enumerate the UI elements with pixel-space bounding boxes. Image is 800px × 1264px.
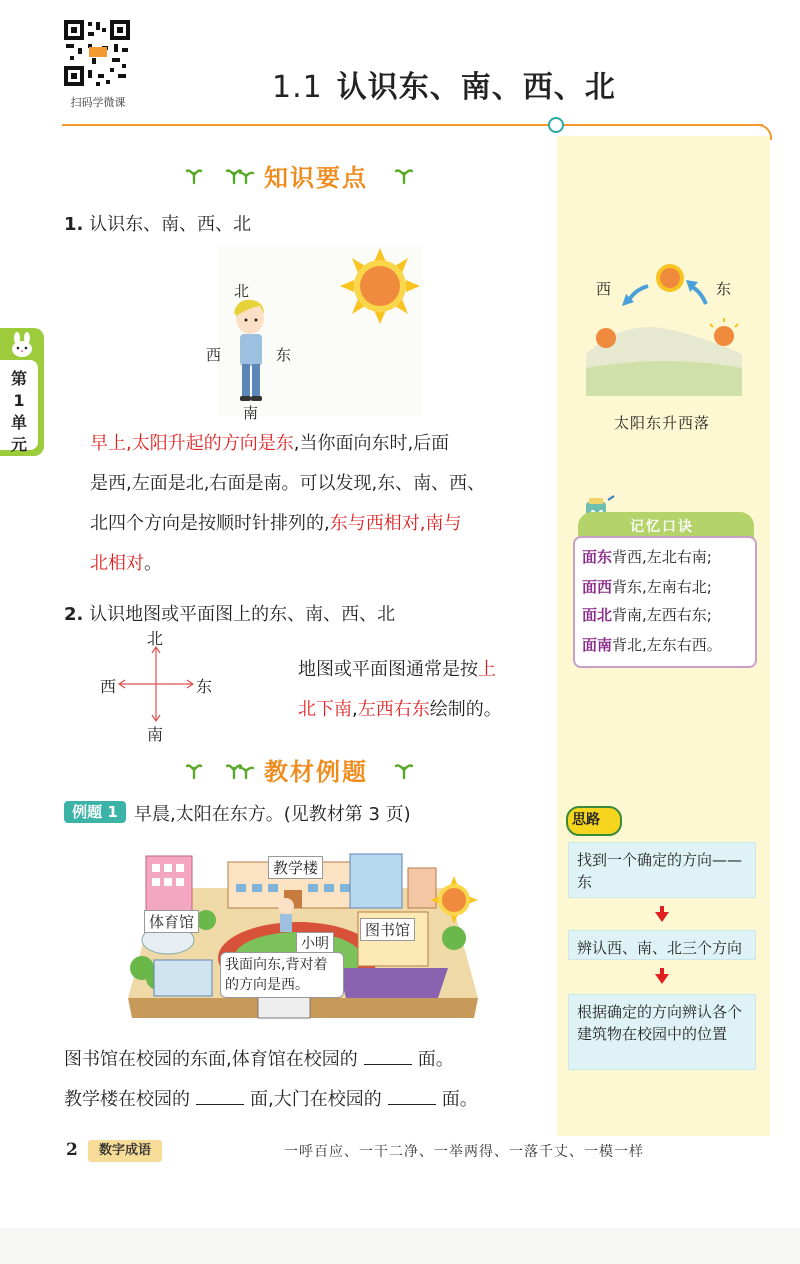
memory-line bbox=[582, 604, 712, 625]
memory-line bbox=[582, 546, 712, 567]
fig1-north: 北 bbox=[234, 282, 250, 300]
example-badge: 例题 1 bbox=[64, 801, 126, 823]
footer-idioms: 一呼百应、一干二净、一举两得、一落千丈、一模一样 bbox=[284, 1144, 644, 1160]
fig1-east: 东 bbox=[276, 346, 292, 364]
body-text: ,当你面向东时,后面 bbox=[293, 433, 450, 454]
answer-blank[interactable] bbox=[364, 1063, 412, 1065]
body-text: 。 bbox=[144, 553, 162, 574]
title-text: 认识东、南、西、北 bbox=[336, 70, 616, 105]
think-step: 找到一个确定的方向——东 bbox=[568, 842, 756, 898]
answer-blank[interactable] bbox=[388, 1103, 436, 1105]
think-step: 根据确定的方向辨认各个建筑物在校园中的位置 bbox=[568, 994, 756, 1070]
memory-line bbox=[582, 634, 722, 655]
memory-rest: 背北,左东右西。 bbox=[612, 636, 722, 654]
unit-tab-line: 1 bbox=[13, 391, 25, 410]
memory-key: 面东 bbox=[582, 548, 613, 566]
compass-north: 北 bbox=[147, 629, 164, 648]
item1-title: 认识东、南、西、北 bbox=[89, 214, 252, 235]
sprout-icon bbox=[186, 758, 256, 784]
down-arrow-icon bbox=[655, 912, 669, 922]
knowledge-paragraph-1 bbox=[90, 424, 550, 584]
answer-blank[interactable] bbox=[196, 1103, 244, 1105]
memory-rest: 背东,左南右北; bbox=[612, 578, 712, 596]
knowledge-paragraph-2 bbox=[298, 650, 548, 730]
label-gym: 体育馆 bbox=[144, 910, 199, 933]
memory-key: 面西 bbox=[582, 578, 613, 596]
highlight-text: 左西右东 bbox=[357, 699, 430, 720]
think-label: 思路 bbox=[572, 812, 600, 828]
body-text: 地图或平面图通常是按 bbox=[298, 659, 478, 680]
question-text: 图书馆在校园的东面,体育馆在校园的 bbox=[64, 1049, 358, 1070]
example-text: 早晨,太阳在东方。(见教材第 3 页) bbox=[134, 804, 411, 825]
question-text: 面。 bbox=[417, 1049, 454, 1070]
body-text: 绘制的。 bbox=[429, 699, 502, 720]
sprout-icon bbox=[394, 163, 414, 189]
highlight-text: 早上,太阳升起的方向是东 bbox=[90, 433, 294, 454]
highlight-text: 上 bbox=[478, 659, 496, 680]
item2-title: 认识地图或平面图上的东、南、西、北 bbox=[89, 604, 396, 625]
compass-east: 东 bbox=[196, 677, 213, 696]
footer-badge: 数字成语 bbox=[88, 1140, 162, 1162]
memory-title: 记忆口诀 bbox=[630, 519, 694, 535]
qr-label: 扫码学微课 bbox=[70, 96, 126, 109]
label-library: 图书馆 bbox=[360, 918, 415, 941]
sun-caption: 太阳东升西落 bbox=[614, 414, 711, 432]
header-divider-right bbox=[563, 124, 763, 126]
label-xiaoming: 小明 bbox=[296, 932, 334, 954]
body-text: 是西,左面是北,右面是南。可以发现,东、南、西、 bbox=[90, 473, 486, 494]
example-heading: 教材例题 bbox=[264, 758, 368, 786]
item2-number: 2. bbox=[64, 604, 84, 625]
fig1-west: 西 bbox=[206, 346, 222, 364]
divider-dot bbox=[548, 117, 564, 133]
knowledge-heading: 知识要点 bbox=[264, 164, 368, 192]
compass-south: 南 bbox=[147, 725, 164, 744]
unit-tab-line: 第 bbox=[10, 369, 27, 388]
example-questions bbox=[64, 1040, 554, 1120]
fig1-south: 南 bbox=[243, 404, 259, 422]
sprout-icon bbox=[186, 163, 256, 189]
label-teaching-building: 教学楼 bbox=[268, 856, 323, 879]
direction-figure bbox=[218, 246, 422, 416]
item1-heading bbox=[64, 210, 251, 236]
unit-tab-label bbox=[6, 368, 32, 456]
question-text: 教学楼在校园的 bbox=[64, 1089, 190, 1110]
page-bottom-shade bbox=[0, 1228, 800, 1264]
highlight-text: 东与西相对,南与 bbox=[329, 513, 462, 534]
compass-west: 西 bbox=[100, 677, 117, 696]
think-step: 辨认西、南、北三个方向 bbox=[568, 930, 756, 960]
unit-tab-line: 单 bbox=[10, 413, 27, 432]
sun-west-label: 西 bbox=[596, 280, 612, 298]
question-text: 面。 bbox=[441, 1089, 478, 1110]
compass-cross bbox=[118, 646, 194, 722]
down-arrow-icon bbox=[655, 974, 669, 984]
item2-heading bbox=[64, 600, 395, 626]
sprout-icon bbox=[394, 758, 414, 784]
memory-key: 面北 bbox=[582, 606, 613, 624]
qr-code[interactable] bbox=[62, 18, 132, 88]
header-divider bbox=[62, 124, 552, 126]
page-number: 2 bbox=[66, 1140, 78, 1160]
body-text: , bbox=[352, 699, 358, 720]
section-number: 1.1 bbox=[272, 70, 323, 105]
sun-east-label: 东 bbox=[716, 280, 732, 298]
memory-key: 面南 bbox=[582, 636, 613, 654]
body-text: 北四个方向是按顺时针排列的, bbox=[90, 513, 330, 534]
bunny-icon bbox=[8, 332, 36, 358]
highlight-text: 北下南 bbox=[298, 699, 352, 720]
unit-tab-line: 元 bbox=[10, 435, 27, 454]
memory-rest: 背西,左北右南; bbox=[612, 548, 712, 566]
speech-bubble: 我面向东,背对着的方向是西。 bbox=[220, 952, 344, 998]
highlight-text: 北相对 bbox=[90, 553, 144, 574]
memory-rest: 背南,左西右东; bbox=[612, 606, 712, 624]
memory-line bbox=[582, 576, 712, 597]
page-title bbox=[272, 62, 616, 106]
question-text: 面,大门在校园的 bbox=[250, 1089, 382, 1110]
item1-number: 1. bbox=[64, 214, 84, 235]
